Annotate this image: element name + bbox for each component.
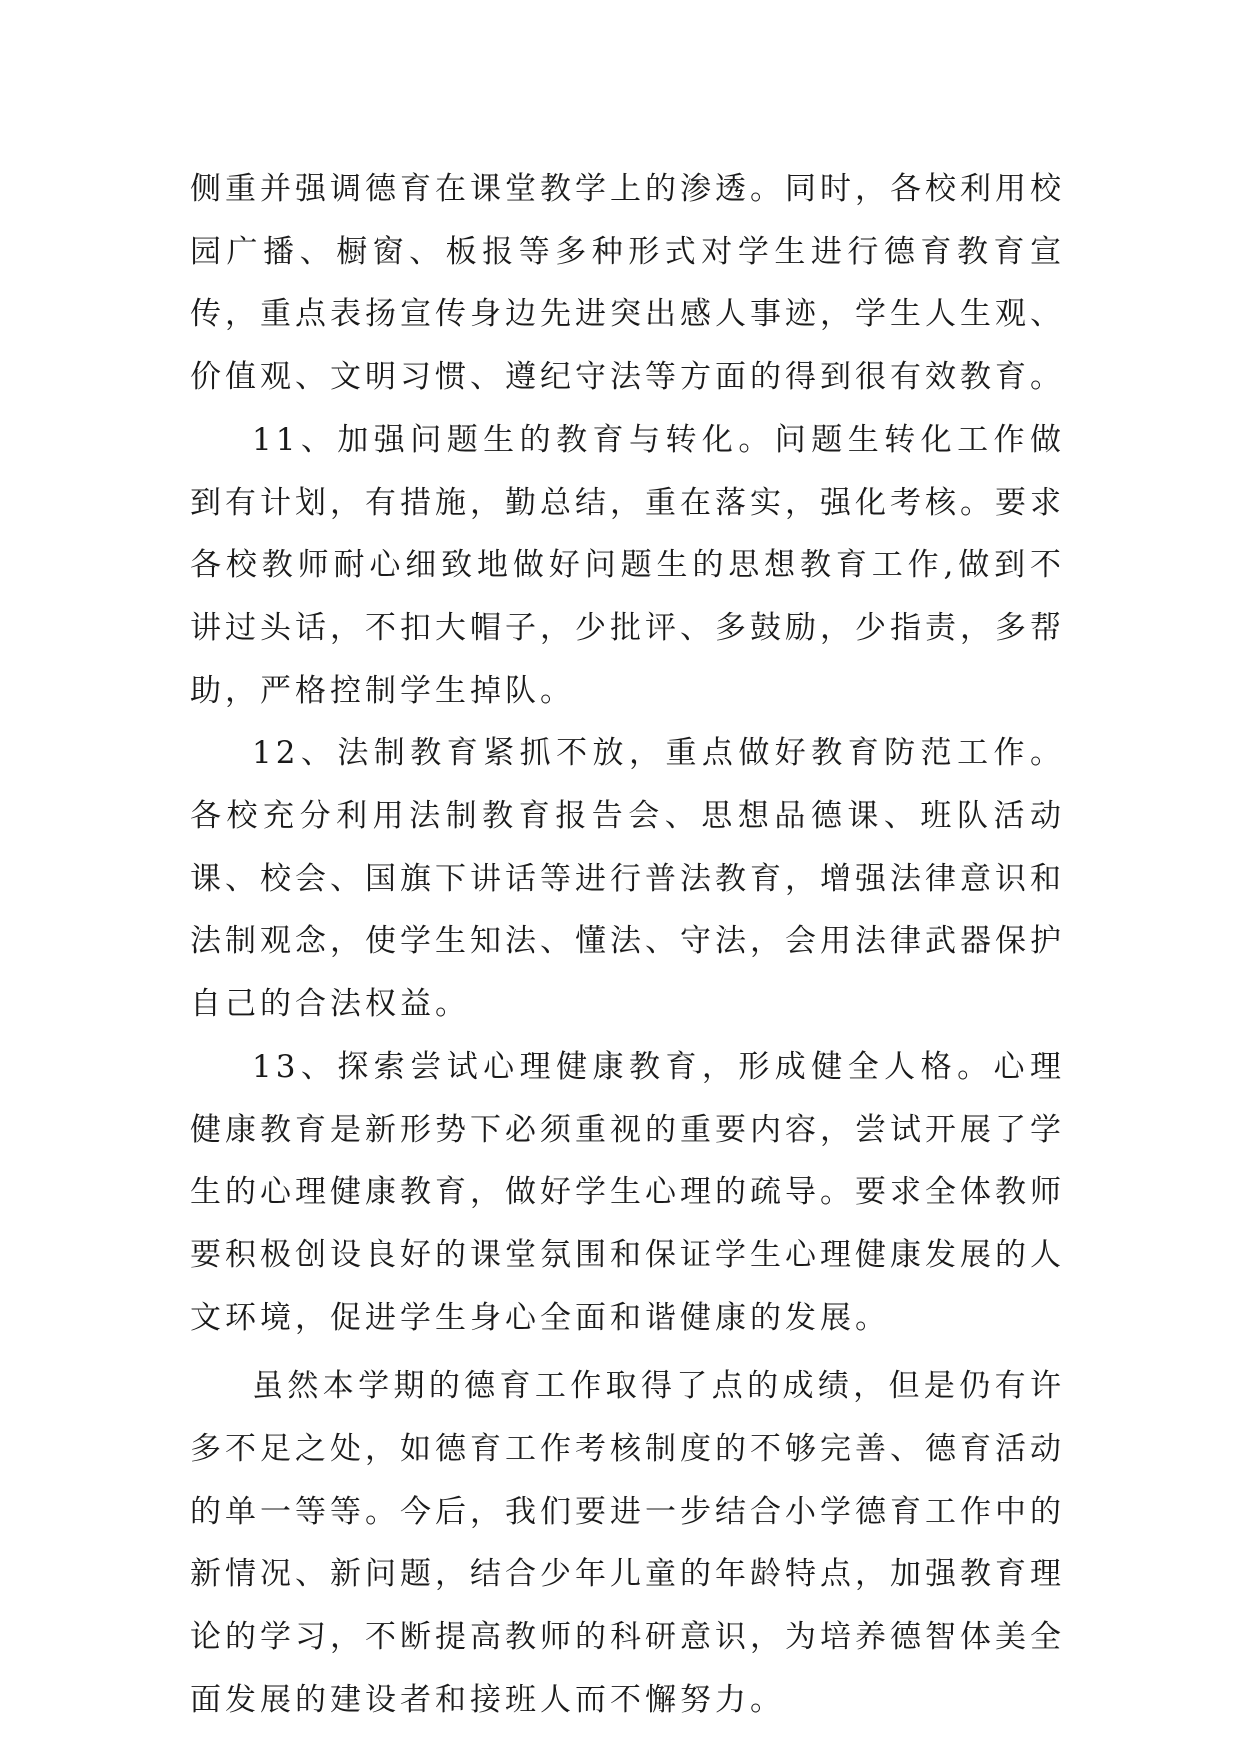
- document-body: [190, 158, 1065, 1732]
- paragraph-continued: 侧重并强调德育在课堂教学上的渗透。同时，各校利用校园广播、橱窗、板报等多种形式对学生进行德育教育宣传，重点表扬宣传身边先进突出感人事迹，学生人生观、价值观、文明习惯、遵纪守法等方面的得到很有效教育。: [190, 171, 1065, 396]
- paragraph-item-13: 13、探索尝试心理健康教育，形成健全人格。心理健康教育是新形势下必须重视的重要内容，尝试开展了学生的心理健康教育，做好学生心理的疏导。要求全体教师要积极创设良好的课堂氛围和保证学生心理健康发展的人文环境，促进学生身心全面和谐健康的发展。: [190, 1048, 1065, 1336]
- paragraph-conclusion: 虽然本学期的德育工作取得了点的成绩，但是仍有许多不足之处，如德育工作考核制度的不够完善、德育活动的单一等等。今后，我们要进一步结合小学德育工作中的新情况、新问题，结合少年儿童的年龄特点，加强教育理论的学习，不断提高教师的科研意识，为培养德智体美全面发展的建设者和接班人而不懈努力。: [190, 1368, 1065, 1718]
- paragraph-item-11: 11、加强问题生的教育与转化。问题生转化工作做到有计划，有措施，勤总结，重在落实，强化考核。要求各校教师耐心细致地做好问题生的思想教育工作,做到不讲过头话，不扣大帽子，少批评、多鼓励，少指责，多帮助，严格控制学生掉队。: [190, 421, 1065, 709]
- paragraph-item-12: 12、法制教育紧抓不放，重点做好教育防范工作。各校充分利用法制教育报告会、思想品德课、班队活动课、校会、国旗下讲话等进行普法教育，增强法律意识和法制观念，使学生知法、懂法、守法，会用法律武器保护自己的合法权益。: [190, 735, 1065, 1023]
